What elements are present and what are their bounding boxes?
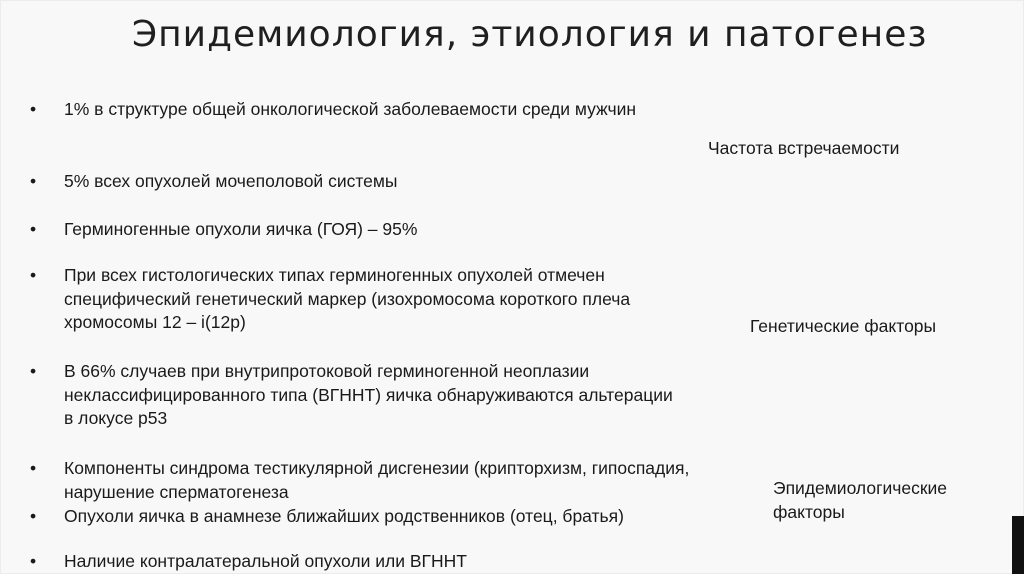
slide-title: Эпидемиология, этиология и патогенез	[132, 14, 928, 55]
bullet-text: В 66% случаев при внутрипротоковой герминогенной неоплазии неклассифицированного типа (ВГННТ) яичка обнаруживаются альтерации в локусе p53	[64, 361, 673, 428]
bullet-item-6	[30, 457, 710, 504]
bullet-text: Опухоли яичка в анамнезе ближайших родственников (отец, братья)	[64, 506, 624, 526]
bullet-item-2	[30, 170, 710, 194]
bullet-text: Наличие контралатеральной опухоли или ВГННТ	[64, 551, 467, 571]
bullet-marker: •	[30, 506, 37, 526]
bullet-item-4	[30, 264, 710, 335]
bullet-item-3	[30, 218, 710, 242]
label-epidemiological-line1: Эпидемиологические	[773, 478, 947, 498]
bullet-marker: •	[30, 265, 37, 285]
label-epidemiological-factors	[773, 476, 947, 524]
bullet-marker: •	[30, 219, 37, 239]
bullet-marker: •	[30, 171, 37, 191]
bullet-item-8	[30, 550, 710, 574]
bullet-item-1	[30, 98, 710, 122]
bullet-text: При всех гистологических типах герминогенных опухолей отмечен специфический генетический маркер (изохромосома короткого плеча хромосомы 12 – i(12p)	[64, 265, 631, 332]
bullet-marker: •	[30, 458, 37, 478]
edge-bar	[1012, 516, 1024, 574]
bullet-text: 1% в структуре общей онкологической заболеваемости среди мужчин	[64, 99, 637, 119]
bullet-marker: •	[30, 99, 37, 119]
label-frequency: Частота встречаемости	[708, 138, 900, 158]
label-epidemiological-line2: факторы	[773, 502, 845, 522]
bullet-text: Компоненты синдрома тестикулярной дисгенезии (крипторхизм, гипоспадия, нарушение сперматогенеза	[64, 458, 690, 502]
label-genetic-factors: Генетические факторы	[750, 316, 937, 336]
bullet-text: Герминогенные опухоли яичка (ГОЯ) – 95%	[64, 219, 418, 239]
bullet-marker: •	[30, 551, 37, 571]
bullet-item-5	[30, 360, 710, 431]
bullet-item-7	[30, 505, 710, 529]
bullet-marker: •	[30, 361, 37, 381]
bullet-text: 5% всех опухолей мочеполовой системы	[64, 171, 398, 191]
